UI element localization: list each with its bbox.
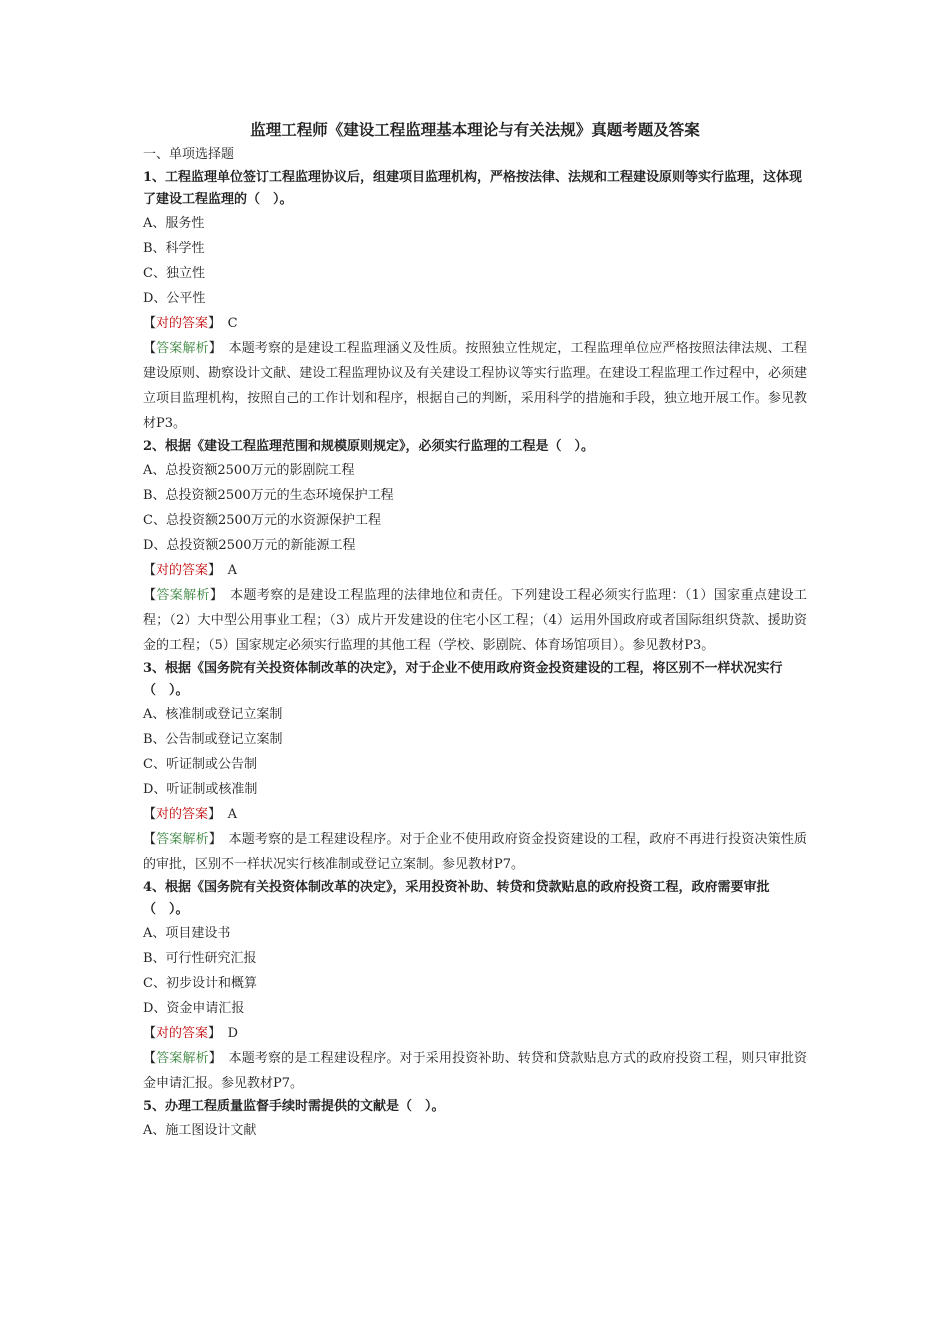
- question-text: 2、根据《建设工程监理范围和规模原则规定》，必须实行监理的工程是（ ）。: [143, 439, 595, 454]
- bracket-open: 【: [143, 563, 157, 578]
- answer-label: 对的答案: [156, 316, 209, 331]
- bracket-close: 】: [208, 563, 215, 578]
- option-b: B、公告制或登记立案制: [143, 732, 283, 747]
- question-text: 4、根据《国务院有关投资体制改革的决定》，采用投资补助、转贷和贷款贴息的政府投资工程，政府需要审批（ ）。: [143, 880, 770, 917]
- bracket-close: 】: [208, 1051, 216, 1066]
- answer-label: 对的答案: [156, 807, 209, 822]
- bracket-close: 】: [209, 588, 217, 603]
- option-a: A、施工图设计文献: [143, 1123, 257, 1138]
- option-a: A、总投资额2500万元的影剧院工程: [143, 463, 355, 478]
- option-d: D、资金申请汇报: [143, 1001, 245, 1016]
- explanation-text: 本题考察的是工程建设程序。对于采用投资补助、转贷和贷款贴息方式的政府投资工程，则只审批资金申请汇报。参见教材P7。: [143, 1051, 807, 1091]
- question-block: [143, 167, 807, 436]
- bracket-open: 【: [143, 807, 157, 822]
- document-page: [143, 118, 807, 1143]
- option-d: D、总投资额2500万元的新能源工程: [143, 538, 356, 553]
- explanation: [143, 1046, 807, 1096]
- option-b: B、可行性研究汇报: [143, 951, 257, 966]
- answer-value: A: [227, 563, 237, 578]
- option-a: A、服务性: [143, 216, 205, 231]
- bracket-close: 】: [208, 1026, 215, 1041]
- answer-label: 对的答案: [156, 1026, 209, 1041]
- question-list: [143, 167, 807, 1096]
- explanation: [143, 336, 807, 436]
- question-block: [143, 877, 807, 1096]
- option-c: C、听证制或公告制: [143, 757, 257, 772]
- section-heading: 一、单项选择题: [143, 147, 235, 162]
- explain-label: 答案解析: [156, 341, 209, 356]
- option-b: B、总投资额2500万元的生态环境保护工程: [143, 488, 394, 503]
- page-title: 监理工程师《建设工程监理基本理论与有关法规》真题考题及答案: [250, 120, 700, 139]
- bracket-close: 】: [208, 341, 216, 356]
- option-c: C、独立性: [143, 266, 205, 281]
- question-text: 5、办理工程质量监督手续时需提供的文献是（ ）。: [143, 1099, 445, 1114]
- bracket-open: 【: [143, 316, 157, 331]
- option-b: B、科学性: [143, 241, 205, 256]
- answer-label: 对的答案: [156, 563, 209, 578]
- question-block: [143, 658, 807, 877]
- answer-line: [143, 1021, 807, 1046]
- option-a: A、核准制或登记立案制: [143, 707, 283, 722]
- bracket-open: 【: [143, 341, 157, 356]
- question-text: 1、工程监理单位签订工程监理协议后，组建项目监理机构，严格按法律、法规和工程建设原则等实行监理，这体现了建设工程监理的（ ）。: [143, 170, 803, 207]
- option-c: C、总投资额2500万元的水资源保护工程: [143, 513, 382, 528]
- option-d: D、公平性: [143, 291, 206, 306]
- answer-line: [143, 558, 807, 583]
- explain-label: 答案解析: [156, 1051, 209, 1066]
- explanation: [143, 827, 807, 877]
- explanation-text: 本题考察的是建设工程监理的法律地位和责任。下列建设工程必须实行监理：（1）国家重点建设工程；（2）大中型公用事业工程；（3）成片开发建设的住宅小区工程；（4）运用外国政府或者国际组织贷款、援助资金的工程；（5）国家规定必须实行监理的其他工程（学校、影剧院、体育场馆项目）。参见教材P3。: [143, 588, 807, 653]
- explanation-text: 本题考察的是建设工程监理涵义及性质。按照独立性规定，工程监理单位应严格按照法律法规、工程建设原则、勘察设计文献、建设工程监理协议及有关建设工程协议等实行监理。在建设工程监理工作过程中，必须建立项目监理机构，按照自己的工作计划和程序，根据自己的判断，采用科学的措施和手段，独立地开展工作。参见教材P3。: [143, 341, 807, 431]
- explanation-text: 本题考察的是工程建设程序。对于企业不使用政府资金投资建设的工程，政府不再进行投资决策性质的审批，区别不一样状况实行核准制或登记立案制。参见教材P7。: [143, 832, 807, 872]
- explain-label: 答案解析: [156, 588, 210, 603]
- explanation: [143, 583, 807, 658]
- bracket-open: 【: [143, 1051, 157, 1066]
- answer-value: C: [227, 316, 238, 331]
- question-block: [143, 436, 807, 658]
- answer-line: [143, 802, 807, 827]
- answer-line: [143, 311, 807, 336]
- bracket-open: 【: [143, 832, 157, 847]
- bracket-close: 】: [208, 832, 216, 847]
- answer-value: D: [227, 1026, 238, 1041]
- bracket-open: 【: [143, 588, 157, 603]
- option-a: A、项目建设书: [143, 926, 231, 941]
- option-c: C、初步设计和概算: [143, 976, 257, 991]
- option-d: D、听证制或核准制: [143, 782, 258, 797]
- question-block: [143, 1096, 807, 1143]
- bracket-close: 】: [208, 316, 215, 331]
- bracket-close: 】: [208, 807, 215, 822]
- question-text: 3、根据《国务院有关投资体制改革的决定》，对于企业不使用政府资金投资建设的工程，将区别不一样状况实行（ ）。: [143, 661, 783, 698]
- explain-label: 答案解析: [156, 832, 209, 847]
- answer-value: A: [227, 807, 237, 822]
- bracket-open: 【: [143, 1026, 157, 1041]
